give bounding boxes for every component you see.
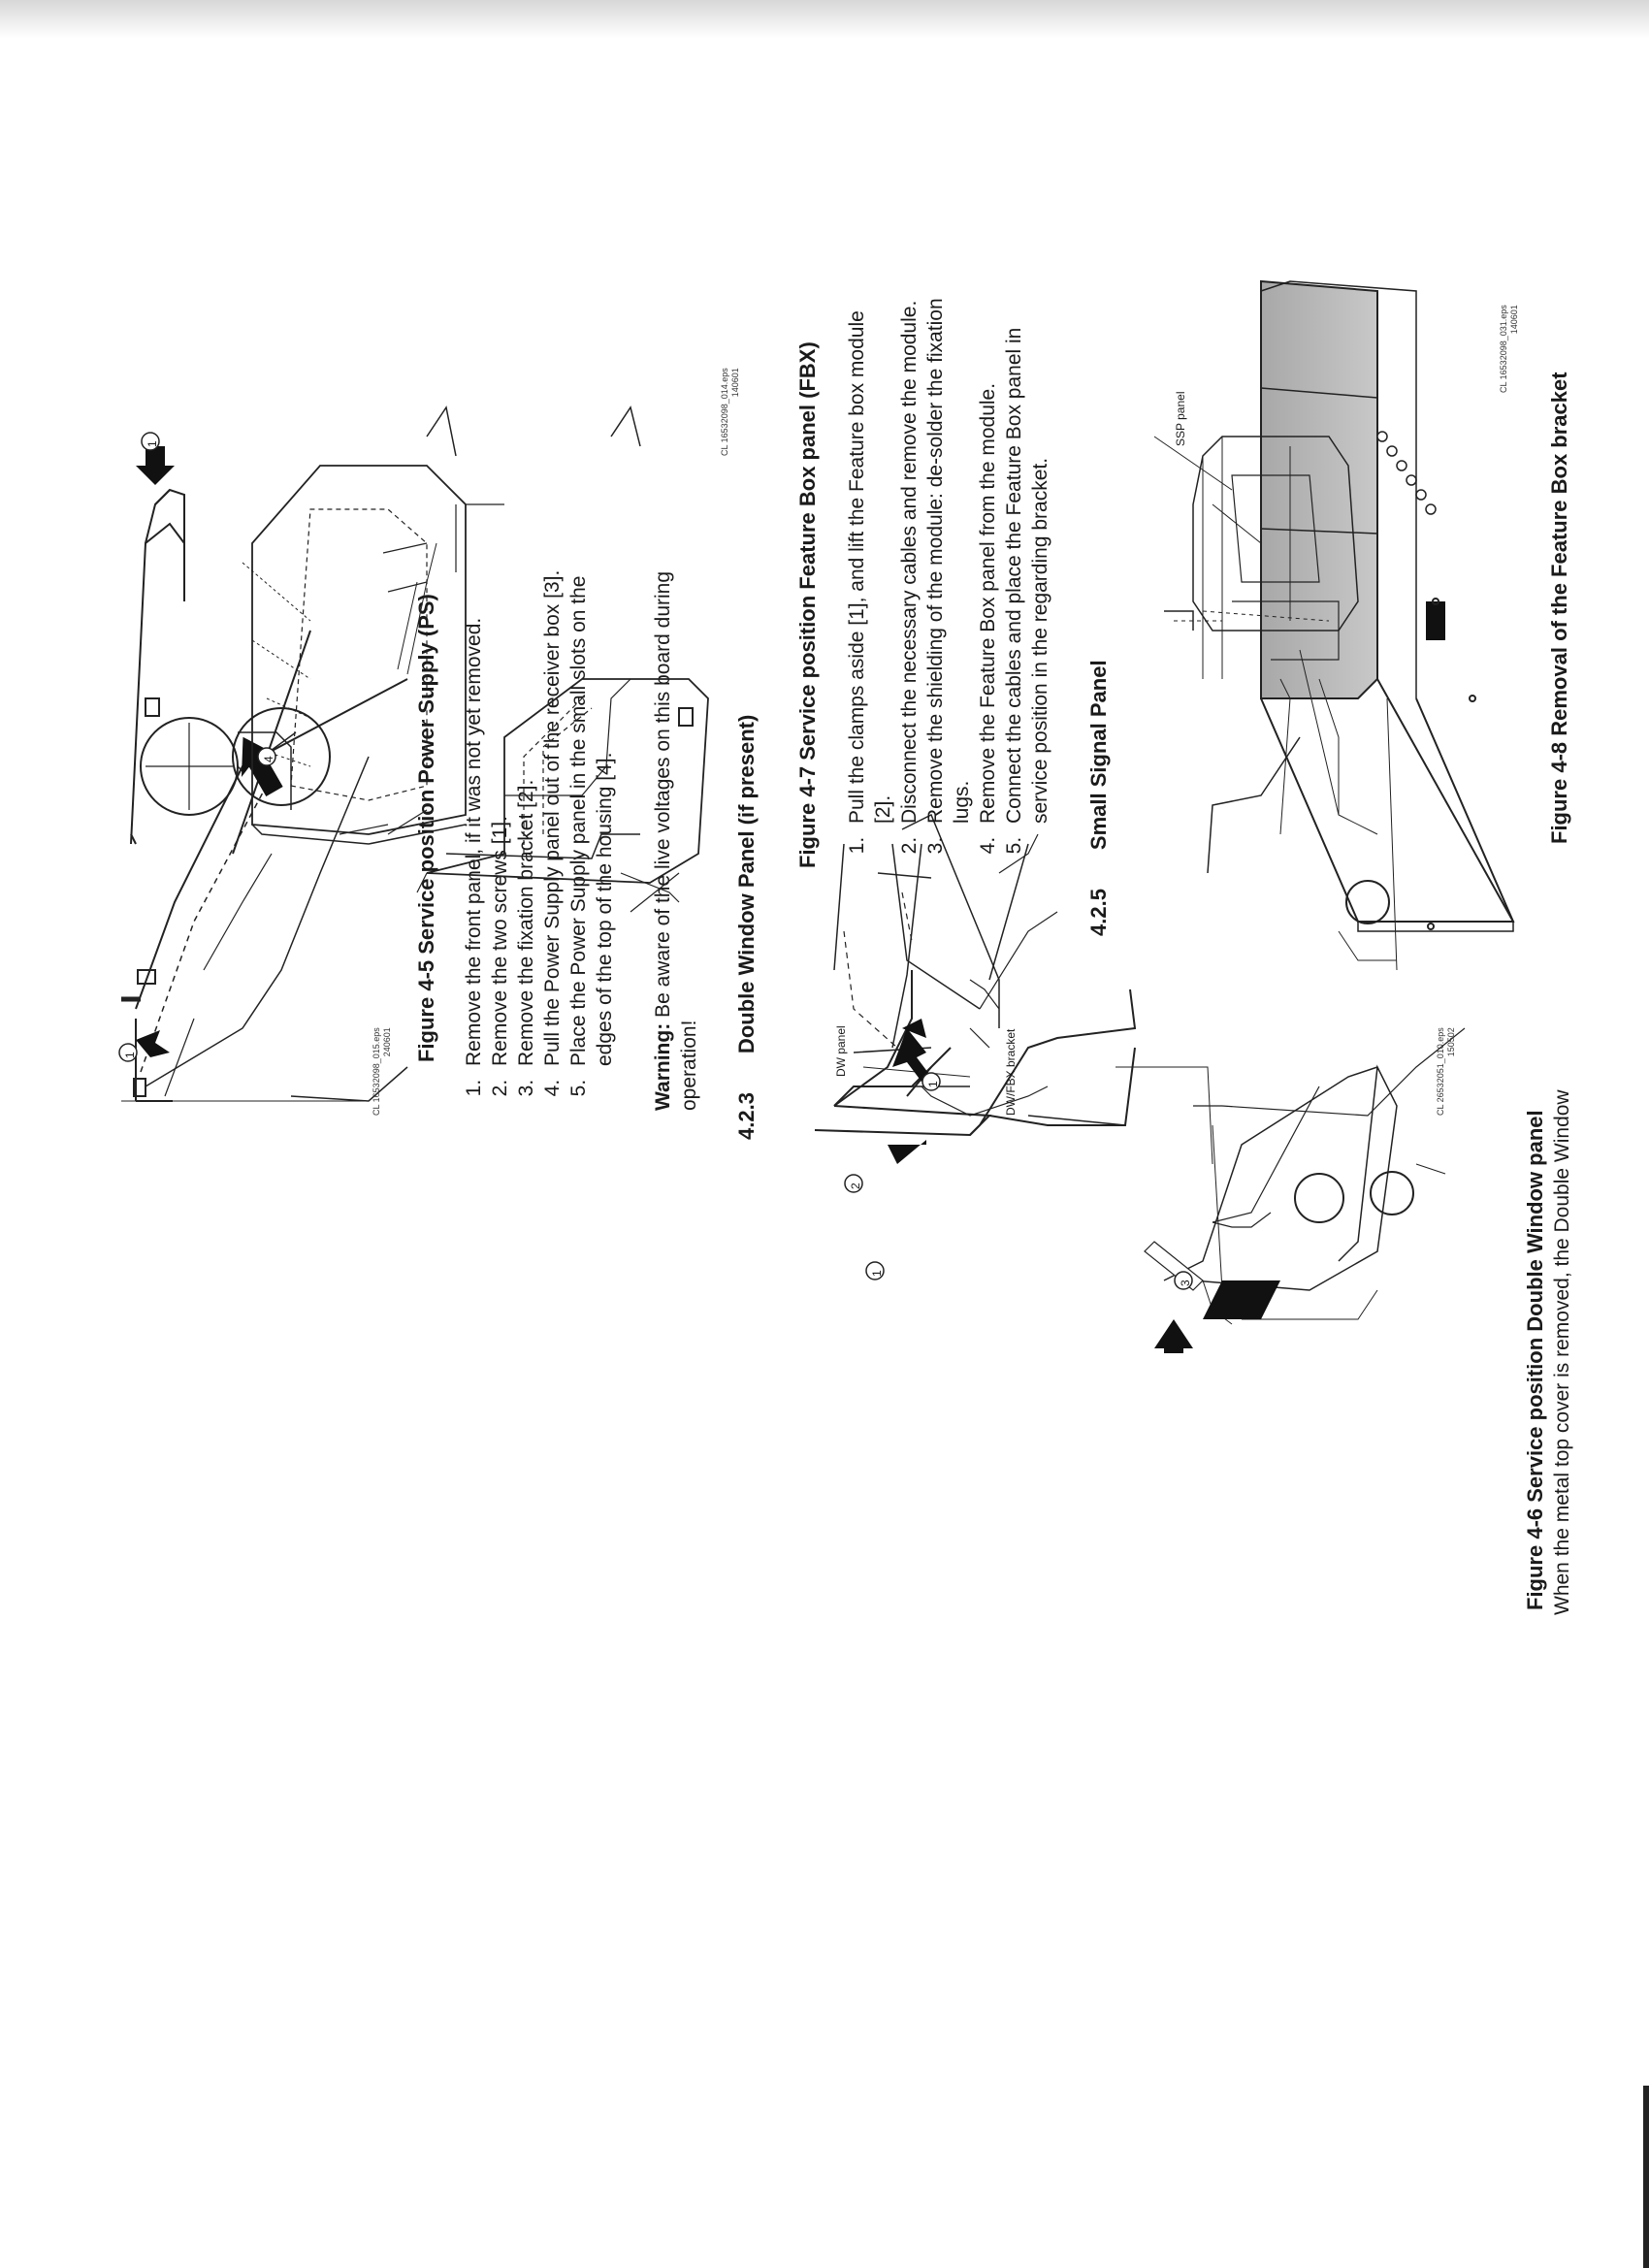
list-item-line: Connect the cables and place the Feature Box panel in — [1003, 327, 1025, 824]
dw-panel-label: DW panel — [834, 1025, 848, 1077]
figure-code-line: CL 16532098_031.eps — [1499, 305, 1508, 393]
list-item-line: Pull the clamps aside [1], and lift the Feature box module — [846, 310, 868, 824]
figure-code-line: 140601 — [1509, 305, 1519, 335]
list-item: 4. Remove the Feature Box panel from the module. — [975, 298, 1001, 831]
figure-code-line: CL 16532098_015.eps — [372, 1027, 381, 1116]
callout-1: 1 — [123, 1052, 137, 1058]
figure-4-7-caption: Figure 4-7 Service position Feature Box panel (FBX) — [795, 341, 820, 868]
figure-4-8-caption: Figure 4-8 Removal of the Feature Box bracket — [1547, 372, 1571, 844]
ssp-panel-label: SSP panel — [1174, 391, 1187, 446]
figure-code-line: 240601 — [382, 1027, 392, 1057]
section-title: Double Window Panel (if present) — [734, 714, 759, 1054]
figure-code-line: 150502 — [1446, 1027, 1456, 1057]
list-item-line: [2]. — [872, 794, 894, 824]
figure-code-line: 140601 — [730, 368, 740, 398]
section-number: 4.2.5 — [1086, 889, 1111, 936]
list-item-line: lugs. — [951, 780, 973, 824]
list-item-line: Remove the shielding of the module: de-solder the fixation — [924, 298, 947, 824]
section-title: Small Signal Panel — [1086, 660, 1111, 851]
callout-1: 1 — [146, 440, 159, 447]
figure-code-line: CL 16532098_014.eps — [720, 368, 729, 456]
list-item: 1. Remove the front panel, if it was not yet removed. — [461, 570, 487, 1074]
list-item-line: service position in the regarding bracket. — [1029, 457, 1051, 824]
warning-text: Be aware of the live voltages on this board during — [652, 570, 674, 1018]
list-item: 3. Remove the fixation bracket [2]. — [513, 570, 539, 1074]
figure-4-6-caption: Figure 4-6 Service position Double Window panel — [1523, 1110, 1547, 1610]
figure-4-5-caption: Figure 4-5 Service position Power Supply (PS) — [414, 594, 438, 1062]
callout-3: 3 — [1179, 1280, 1192, 1286]
list-item: 2. Remove the two screws [1]. — [487, 570, 513, 1074]
callout-1: 1 — [870, 1270, 884, 1277]
double-window-text: When the metal top cover is removed, the Double Window — [1551, 1089, 1573, 1615]
callout-1: 1 — [926, 1081, 940, 1087]
section-number: 4.2.3 — [734, 1092, 759, 1140]
callout-2: 2 — [849, 1183, 862, 1189]
list-item-line: Place the Power Supply panel in the small slots on the — [567, 575, 590, 1066]
callout-4: 4 — [262, 756, 275, 762]
list-item: 4. Pull the Power Supply panel out of the receiver box [3]. — [539, 570, 566, 1074]
figure-code-line: CL 26532051_010.eps — [1436, 1027, 1445, 1116]
figure-4-8-code — [1499, 305, 1520, 393]
list-item: 2. Disconnect the necessary cables and remove the module. — [896, 298, 922, 831]
warning-line: operation! — [678, 1020, 700, 1111]
dw-fbx-bracket-label: DW/FBX bracket — [1004, 1028, 1018, 1116]
warning-label: Warning: — [652, 1022, 674, 1111]
list-item-line: edges of the top of the housing [4]. — [594, 752, 616, 1066]
